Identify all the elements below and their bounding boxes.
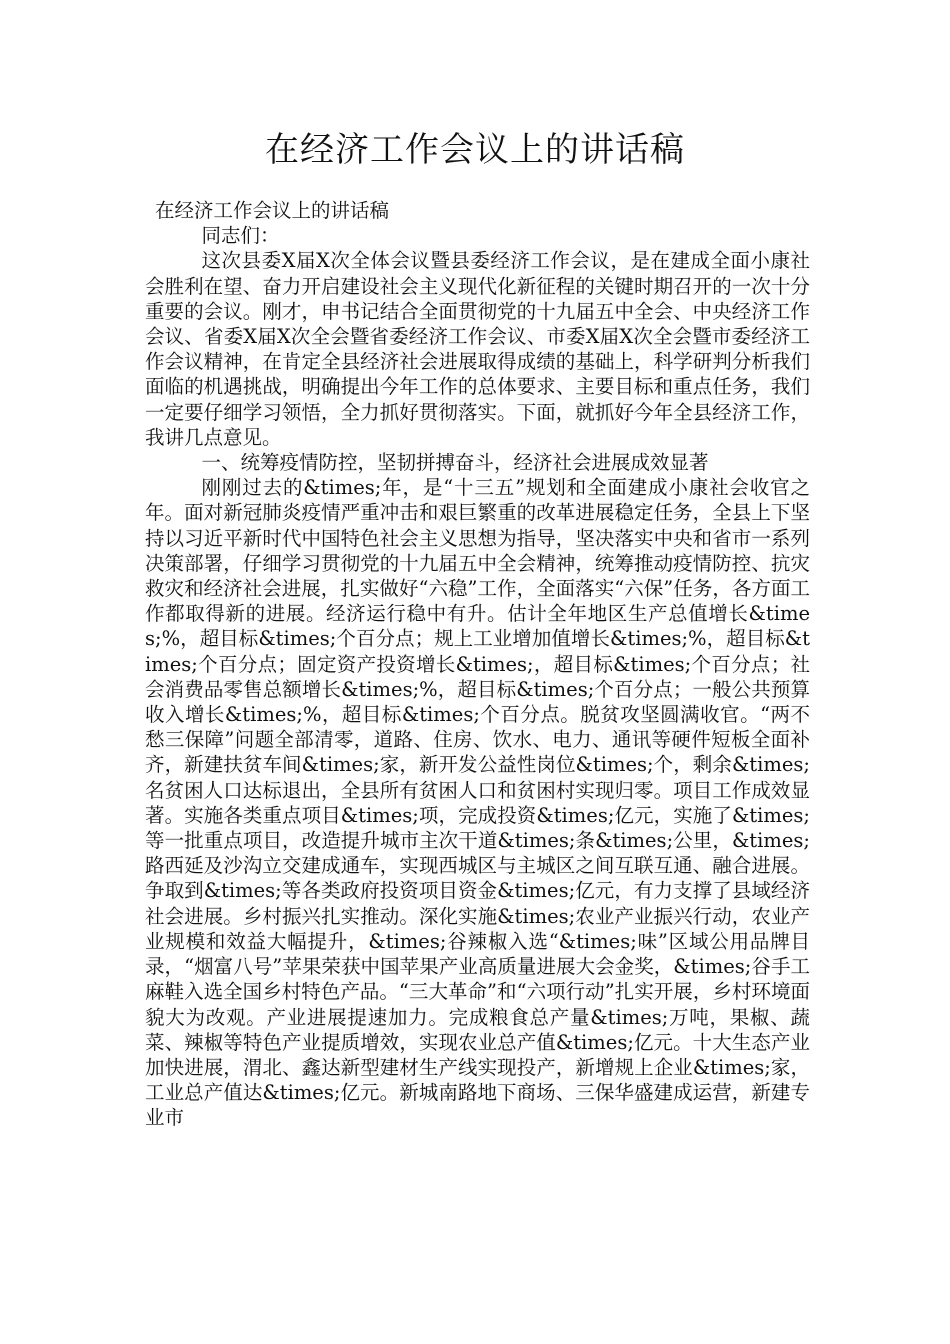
- salutation: 同志们：: [201, 224, 280, 248]
- section-heading-1: 一、统筹疫情防控，坚韧拼搏奋斗，经济社会进展成效显著: [201, 451, 709, 475]
- document-subtitle: 在经济工作会议上的讲话稿: [155, 199, 390, 222]
- paragraph-review: 刚刚过去的&times;年，是“十三五”规划和全面建成小康社会收官之年。面对新冠肺炎疫情严重冲击和艰巨繁重的改革进展稳定任务，全县上下坚持以习近平新时代中国特色社会主义思想为指导，坚决落实中央和省市一系列决策部署，仔细学习贯彻党的十九届五中全会精神，统筹推动疫情防控、抗灾救灾和经济社会进展，扎实做好“六稳”工作，全面落实“六保”任务，各方面工作都取得新的进展。经济运行稳中有升。估计全年地区生产总值增长&times;%，超目标&times;个百分点；规上工业增加值增长&times;%，超目标&times;个百分点；固定资产投资增长&times;，超目标&times;个百分点；社会消费品零售总额增长&times;%，超目标&times;个百分点；一般公共预算收入增长&times;%，超目标&times;个百分点。脱贫攻坚圆满收官。“两不愁三保障”问题全部清零，道路、住房、饮水、电力、通讯等硬件短板全面补齐，新建扶贫车间&times;家，新开发公益性岗位&times;个，剩余&times;名贫困人口达标退出，全县所有贫困人口和贫困村实现归零。项目工作成效显著。实施各类重点项目&times;项，完成投资&times;亿元，实施了&times;等一批重点项目，改造提升城市主次干道&times;条&times;公里，&times;路西延及沙沟立交建成通车，实现西城区与主城区之间互联互通、融合进展。争取到&times;等各类政府投资项目资金&times;亿元，有力支撑了县域经济社会进展。乡村振兴扎实推动。深化实施&times;农业产业振兴行动，农业产业规模和效益大幅提升，&times;谷辣椒入选“&times;味”区域公用品牌目录，“烟富八号”苹果荣获中国苹果产业高质量进展大会金奖，&times;谷手工麻鞋入选全国乡村特色产品。“三大革命”和“六项行动”扎实开展，乡村环境面貌大为改观。产业进展提速加力。完成粮食总产量&times;万吨，果椒、蔬菜、辣椒等特色产业提质增效，实现农业总产值&times;亿元。十大生态产业加快进展，渭北、鑫达新型建材生产线实现投产，新增规上企业&times;家，工业总产值达&times;亿元。新城南路地下商场、三保华盛建成运营，新建专业市: [145, 476, 810, 1130]
- document-body: [145, 198, 810, 1131]
- paragraph-intro: 这次县委X届X次全体会议暨县委经济工作会议，是在建成全面小康社会胜利在望、奋力开启建设社会主义现代化新征程的关键时期召开的一次十分重要的会议。刚才，申书记结合全面贯彻党的十九届五中全会、中央经济工作会议、省委X届X次全会暨省委经济工作会议、市委X届X次全会暨市委经济工作会议精神，在肯定全县经济社会进展取得成绩的基础上，科学研判分析我们面临的机遇挑战，明确提出今年工作的总体要求、主要目标和重点任务，我们一定要仔细学习领悟，全力抓好贯彻落实。下面，就抓好今年全县经济工作，我讲几点意见。: [145, 249, 810, 449]
- document-title: 在经济工作会议上的讲话稿: [265, 130, 685, 170]
